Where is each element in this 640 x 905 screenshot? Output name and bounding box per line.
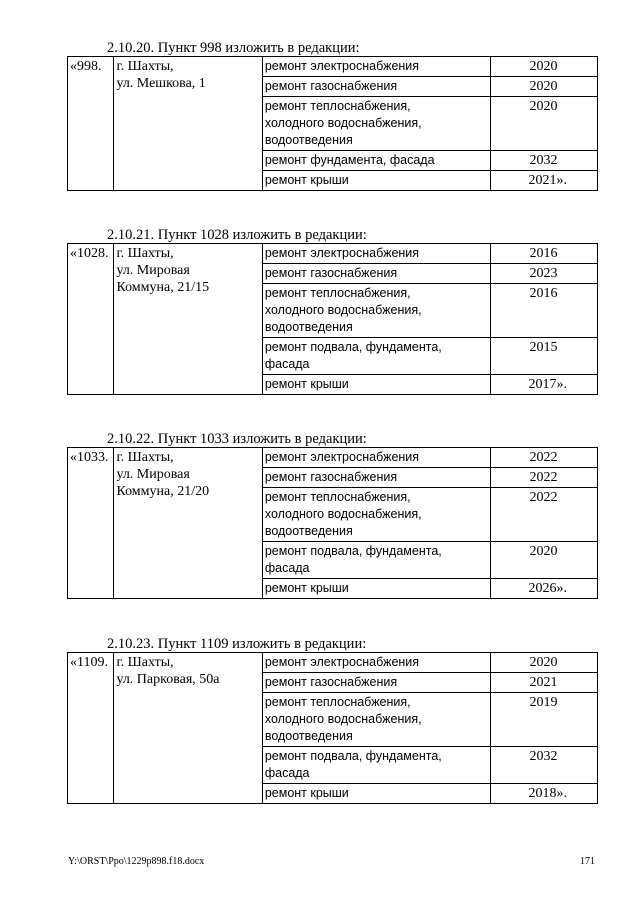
work-type-line: ремонт фундамента, фасада <box>264 153 435 167</box>
table-row <box>68 57 598 77</box>
address-cell <box>114 57 262 191</box>
footer-page-number: 171 <box>580 856 595 867</box>
work-type-cell <box>262 375 490 395</box>
year-cell: 2021». <box>490 171 597 191</box>
work-type-line: фасада <box>264 561 310 575</box>
table-row <box>68 653 598 673</box>
work-type-cell <box>262 653 490 673</box>
work-type-line: холодного водоснабжения, <box>264 507 422 521</box>
work-type-line: ремонт электроснабжения <box>264 246 420 260</box>
work-type-cell <box>262 244 490 264</box>
work-type-cell <box>262 284 490 338</box>
address-cell <box>114 653 262 804</box>
work-type-line: ремонт подвала, фундамента, <box>264 340 442 354</box>
work-type-cell <box>262 579 490 599</box>
year-cell: 2016 <box>490 284 597 338</box>
work-type-line: ремонт теплоснабжения, <box>264 695 411 709</box>
year-cell: 2032 <box>490 151 597 171</box>
section-heading: 2.10.22. Пункт 1033 изложить в редакции: <box>107 431 367 447</box>
year-cell: 2015 <box>490 338 597 375</box>
address-line: г. Шахты, <box>116 59 174 74</box>
year-cell: 2023 <box>490 264 597 284</box>
year-cell: 2020 <box>490 57 597 77</box>
work-type-line: ремонт электроснабжения <box>264 655 420 669</box>
section-heading: 2.10.23. Пункт 1109 изложить в редакции: <box>107 636 367 652</box>
work-type-cell <box>262 488 490 542</box>
work-type-line: водоотведения <box>264 729 353 743</box>
year-cell: 2020 <box>490 653 597 673</box>
address-line: Коммуна, 21/20 <box>116 484 210 499</box>
work-type-line: ремонт электроснабжения <box>264 59 420 73</box>
work-type-line: холодного водоснабжения, <box>264 303 422 317</box>
work-type-cell <box>262 784 490 804</box>
work-type-line: водоотведения <box>264 524 353 538</box>
address-line: ул. Мешкова, 1 <box>116 76 206 91</box>
work-type-cell <box>262 468 490 488</box>
work-type-line: ремонт газоснабжения <box>264 675 398 689</box>
footer-file-path: Y:\ORST\Ppo\1229p898.f18.docx <box>68 856 205 867</box>
work-type-line: ремонт газоснабжения <box>264 266 398 280</box>
work-type-line: ремонт подвала, фундамента, <box>264 544 442 558</box>
work-type-line: ремонт теплоснабжения, <box>264 99 411 113</box>
year-cell: 2022 <box>490 488 597 542</box>
year-cell: 2016 <box>490 244 597 264</box>
work-type-line: ремонт теплоснабжения, <box>264 490 411 504</box>
address-line: ул. Мировая <box>116 467 190 482</box>
table-row <box>68 244 598 264</box>
work-type-cell <box>262 57 490 77</box>
year-cell: 2020 <box>490 542 597 579</box>
year-cell: 2020 <box>490 97 597 151</box>
item-number: «1109. <box>68 653 114 804</box>
address-cell <box>114 448 262 599</box>
table-row <box>68 448 598 468</box>
work-type-cell <box>262 542 490 579</box>
work-type-cell <box>262 338 490 375</box>
work-type-line: фасада <box>264 766 310 780</box>
work-type-cell <box>262 747 490 784</box>
item-number: «1028. <box>68 244 114 395</box>
repair-schedule-table <box>67 652 598 804</box>
address-line: г. Шахты, <box>116 655 174 670</box>
year-cell: 2018». <box>490 784 597 804</box>
work-type-line: ремонт крыши <box>264 377 349 391</box>
work-type-cell <box>262 171 490 191</box>
work-type-line: ремонт теплоснабжения, <box>264 286 411 300</box>
work-type-line: водоотведения <box>264 133 353 147</box>
work-type-line: ремонт подвала, фундамента, <box>264 749 442 763</box>
address-line: ул. Мировая <box>116 263 190 278</box>
work-type-cell <box>262 151 490 171</box>
year-cell: 2019 <box>490 693 597 747</box>
work-type-cell <box>262 77 490 97</box>
year-cell: 2026». <box>490 579 597 599</box>
work-type-line: ремонт электроснабжения <box>264 450 420 464</box>
work-type-line: фасада <box>264 357 310 371</box>
address-line: Коммуна, 21/15 <box>116 280 210 295</box>
year-cell: 2021 <box>490 673 597 693</box>
repair-schedule-table <box>67 56 598 191</box>
work-type-line: ремонт крыши <box>264 173 349 187</box>
work-type-cell <box>262 693 490 747</box>
work-type-line: водоотведения <box>264 320 353 334</box>
work-type-cell <box>262 264 490 284</box>
work-type-line: ремонт крыши <box>264 786 349 800</box>
work-type-line: ремонт газоснабжения <box>264 470 398 484</box>
year-cell: 2032 <box>490 747 597 784</box>
work-type-line: холодного водоснабжения, <box>264 712 422 726</box>
year-cell: 2022 <box>490 468 597 488</box>
work-type-cell <box>262 448 490 468</box>
item-number: «1033. <box>68 448 114 599</box>
address-line: г. Шахты, <box>116 450 174 465</box>
address-cell <box>114 244 262 395</box>
address-line: ул. Парковая, 50а <box>116 672 220 687</box>
year-cell: 2020 <box>490 77 597 97</box>
section-heading: 2.10.20. Пункт 998 изложить в редакции: <box>107 40 360 56</box>
year-cell: 2022 <box>490 448 597 468</box>
item-number: «998. <box>68 57 114 191</box>
work-type-cell <box>262 673 490 693</box>
repair-schedule-table <box>67 447 598 599</box>
work-type-line: ремонт газоснабжения <box>264 79 398 93</box>
repair-schedule-table <box>67 243 598 395</box>
year-cell: 2017». <box>490 375 597 395</box>
work-type-line: холодного водоснабжения, <box>264 116 422 130</box>
work-type-line: ремонт крыши <box>264 581 349 595</box>
address-line: г. Шахты, <box>116 246 174 261</box>
work-type-cell <box>262 97 490 151</box>
section-heading: 2.10.21. Пункт 1028 изложить в редакции: <box>107 227 367 243</box>
